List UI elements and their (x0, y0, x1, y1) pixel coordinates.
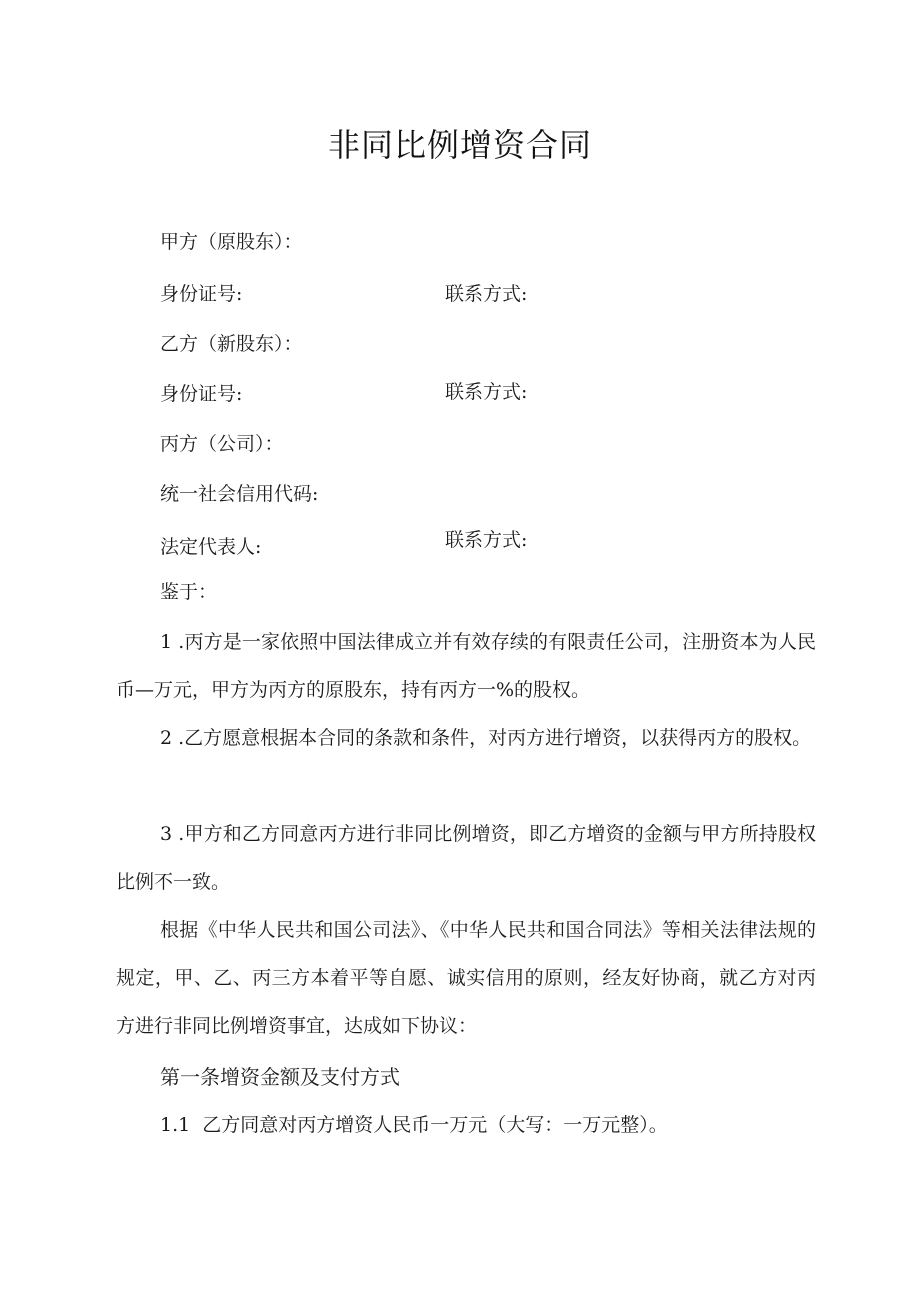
article-1-heading: 第一条增资金额及支付方式 (160, 1065, 400, 1089)
party-c-label: 丙方（公司）： (160, 433, 284, 455)
whereas-label: 鉴于： (160, 581, 218, 603)
party-c-contact-label: 联系方式: (445, 529, 528, 551)
party-a-contact-label: 联系方式: (445, 283, 528, 305)
recital-2: 2 .乙方愿意根据本合同的条款和条件，对丙方进行增资，以获得丙方的股权。 (160, 727, 812, 749)
party-b-contact-label: 联系方式: (445, 381, 528, 403)
party-c-legal-rep-label: 法定代表人: (160, 536, 262, 558)
party-b-label: 乙方（新股东）： (160, 333, 303, 355)
document-title: 非同比例增资合同 (327, 126, 592, 164)
party-b-id-label: 身份证号: (160, 383, 243, 405)
party-c-credit-code-label: 统一社会信用代码: (160, 483, 319, 505)
clause-1-1: 1.1 乙方同意对丙方增资人民币一万元（大写：一万元整）。 (160, 1114, 668, 1136)
party-a-id-label: 身份证号: (160, 283, 243, 305)
recital-3: 3 .甲方和乙方同意丙方进行非同比例增资，即乙方增资的金额与甲方所持股权比例不一致。 (116, 823, 816, 893)
preamble-paragraph: 根据《中华人民共和国公司法》、《中华人民共和国合同法》等相关法律法规的规定，甲、乙、丙三方本着平等自愿、诚实信用的原则，经友好协商，就乙方对丙方进行非同比例增资事宜，达成如下协议： (116, 919, 816, 1037)
party-a-label: 甲方（原股东）： (160, 231, 303, 253)
recital-1: 1 .丙方是一家依照中国法律成立并有效存续的有限责任公司，注册资本为人民币—万元，甲方为丙方的原股东，持有丙方一%的股权。 (116, 631, 816, 701)
